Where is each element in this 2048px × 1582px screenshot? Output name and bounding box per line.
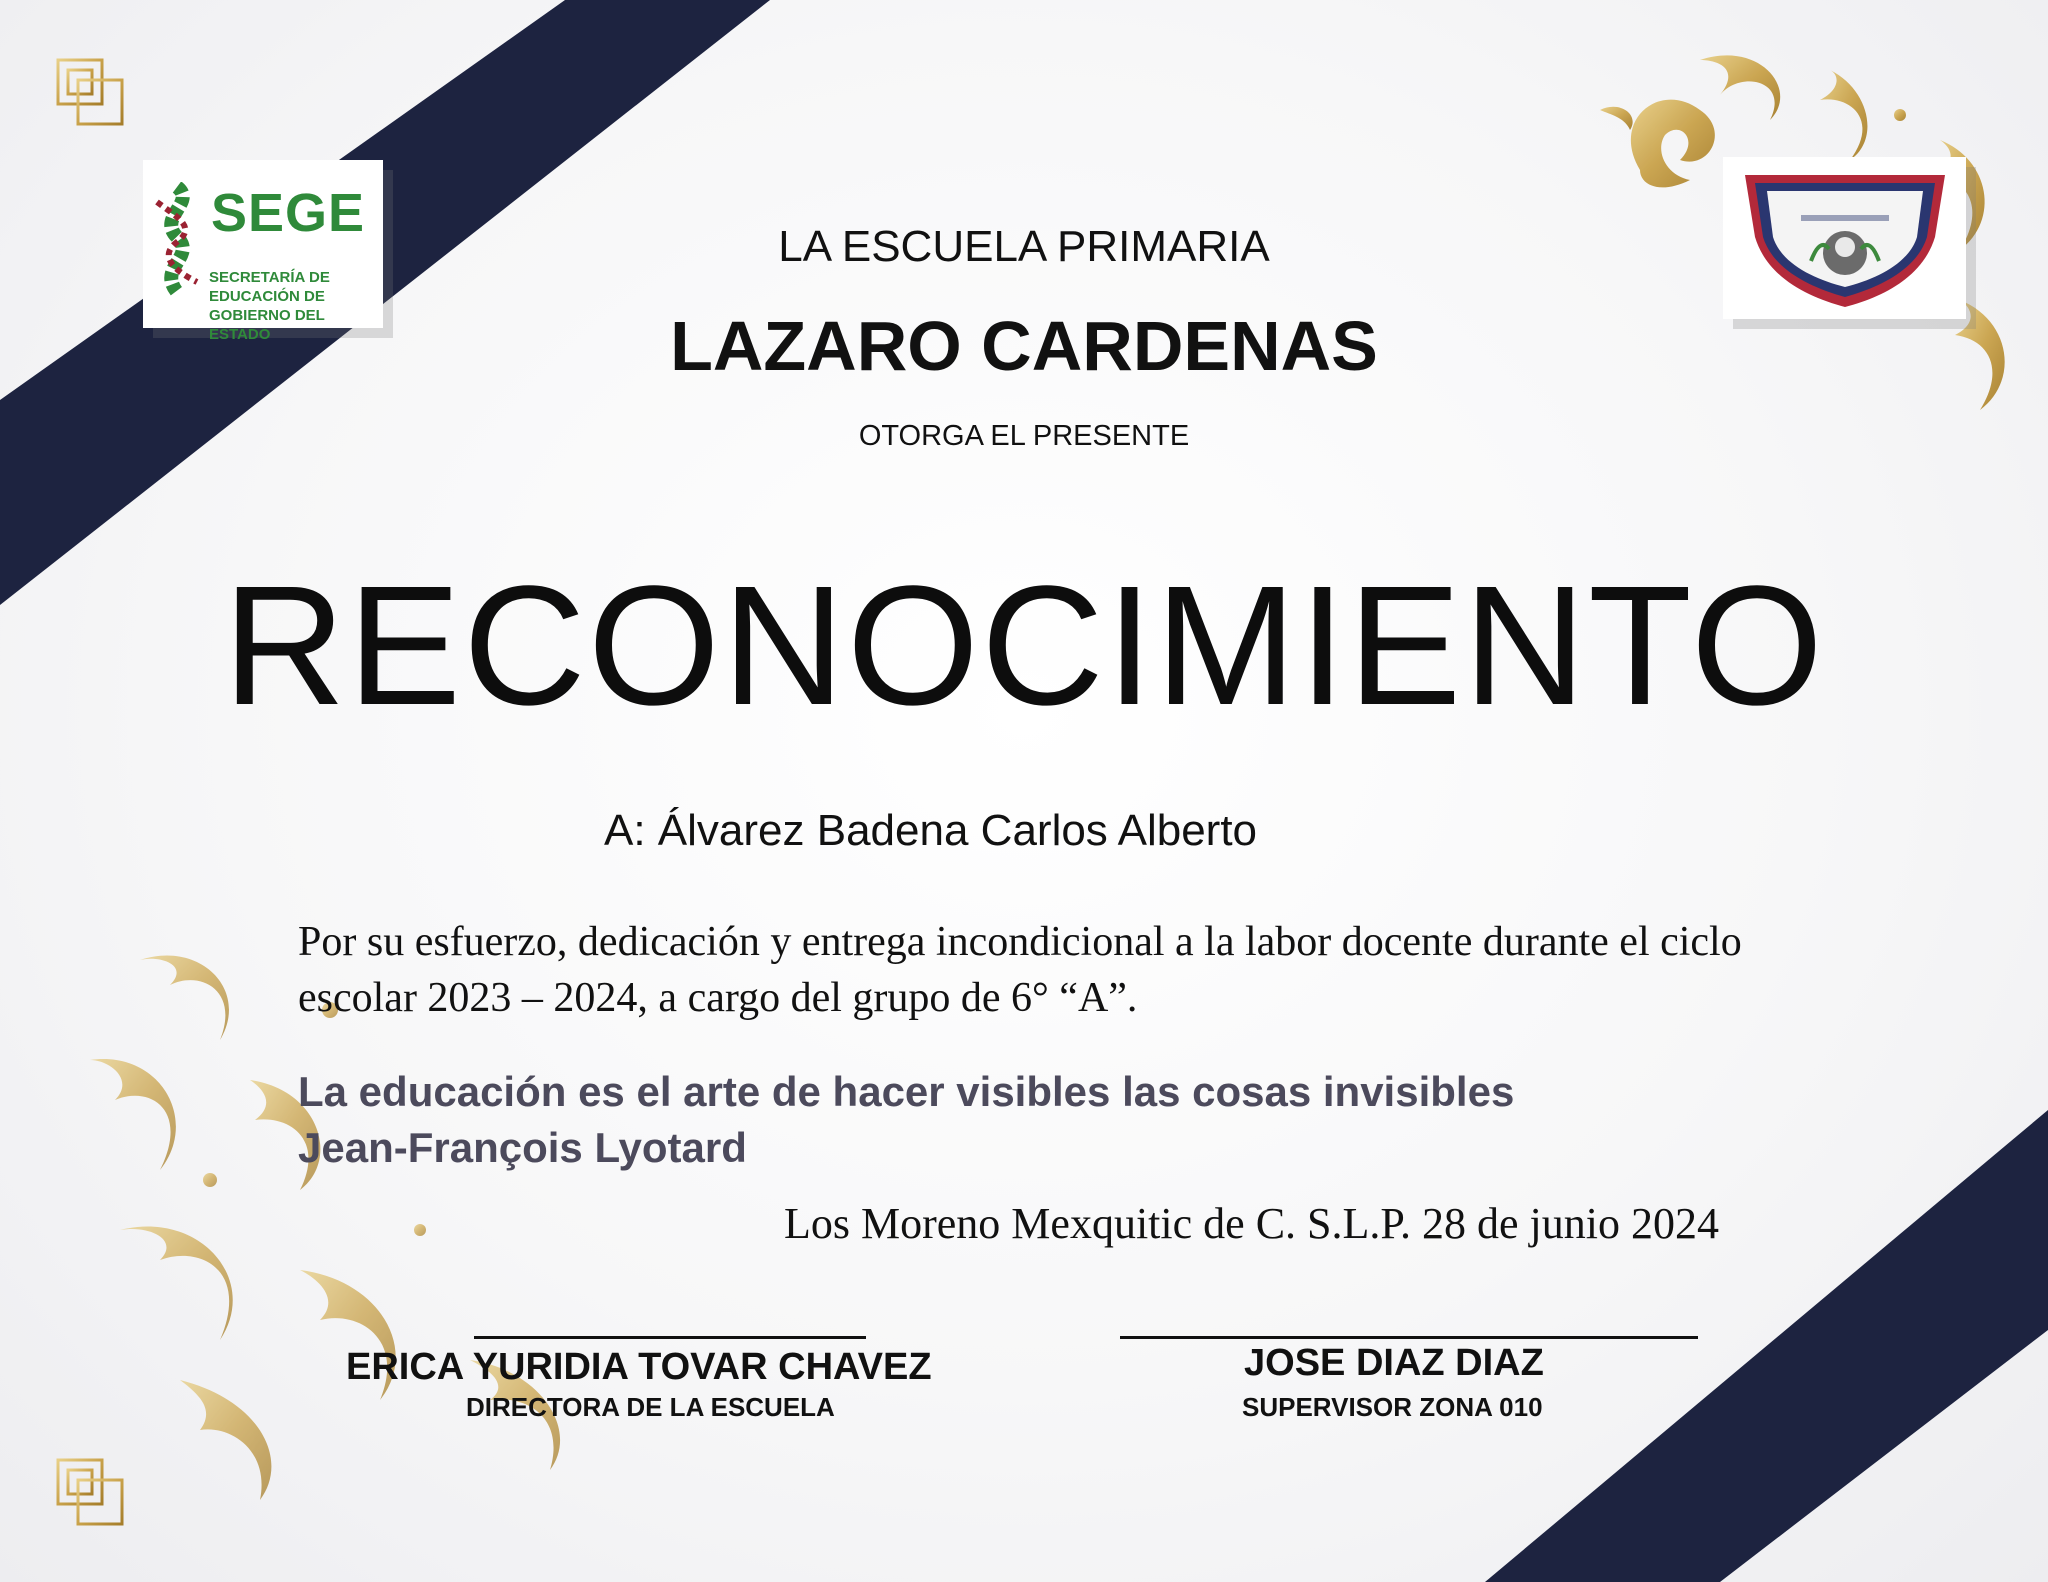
recognition-reason: Por su esfuerzo, dedicación y entrega incondicional a la labor docente durante el ciclo escolar 2023 – 2024, a cargo del grupo de 6° “A”. <box>298 919 1742 1021</box>
quote-text: La educación es el arte de hacer visibles las cosas invisibles <box>298 1068 1515 1115</box>
director-role: DIRECTORA DE LA ESCUELA <box>466 1392 835 1422</box>
certificate-title: RECONOCIMIENTO <box>222 551 1826 741</box>
director-name: ERICA YURIDIA TOVAR CHAVEZ <box>346 1346 932 1388</box>
place-and-date: Los Moreno Mexquitic de C. S.L.P. 28 de junio 2024 <box>784 1199 1719 1248</box>
navy-band-bottom-right <box>1485 1110 2048 1582</box>
school-name-heading: LAZARO CARDENAS <box>670 307 1378 385</box>
sege-logo-title: SEGE <box>211 183 366 243</box>
signature-line-director <box>474 1336 866 1339</box>
recipient-name: A: Álvarez Badena Carlos Alberto <box>604 806 1258 855</box>
grants-subheading: OTORGA EL PRESENTE <box>858 420 1190 452</box>
signature-line-supervisor <box>1120 1336 1698 1339</box>
supervisor-role: SUPERVISOR ZONA 010 <box>1242 1392 1543 1422</box>
corner-ornament-top-left <box>58 60 122 124</box>
school-type-heading: LA ESCUELA PRIMARIA <box>778 222 1270 271</box>
sege-logo-subtitle: SECRETARÍA DE EDUCACIÓN DE GOBIERNO DEL ESTADO <box>209 269 330 343</box>
supervisor-name: JOSE DIAZ DIAZ <box>1244 1342 1544 1384</box>
navy-band-top-left <box>0 0 770 605</box>
quote-author: Jean-François Lyotard <box>298 1124 747 1171</box>
